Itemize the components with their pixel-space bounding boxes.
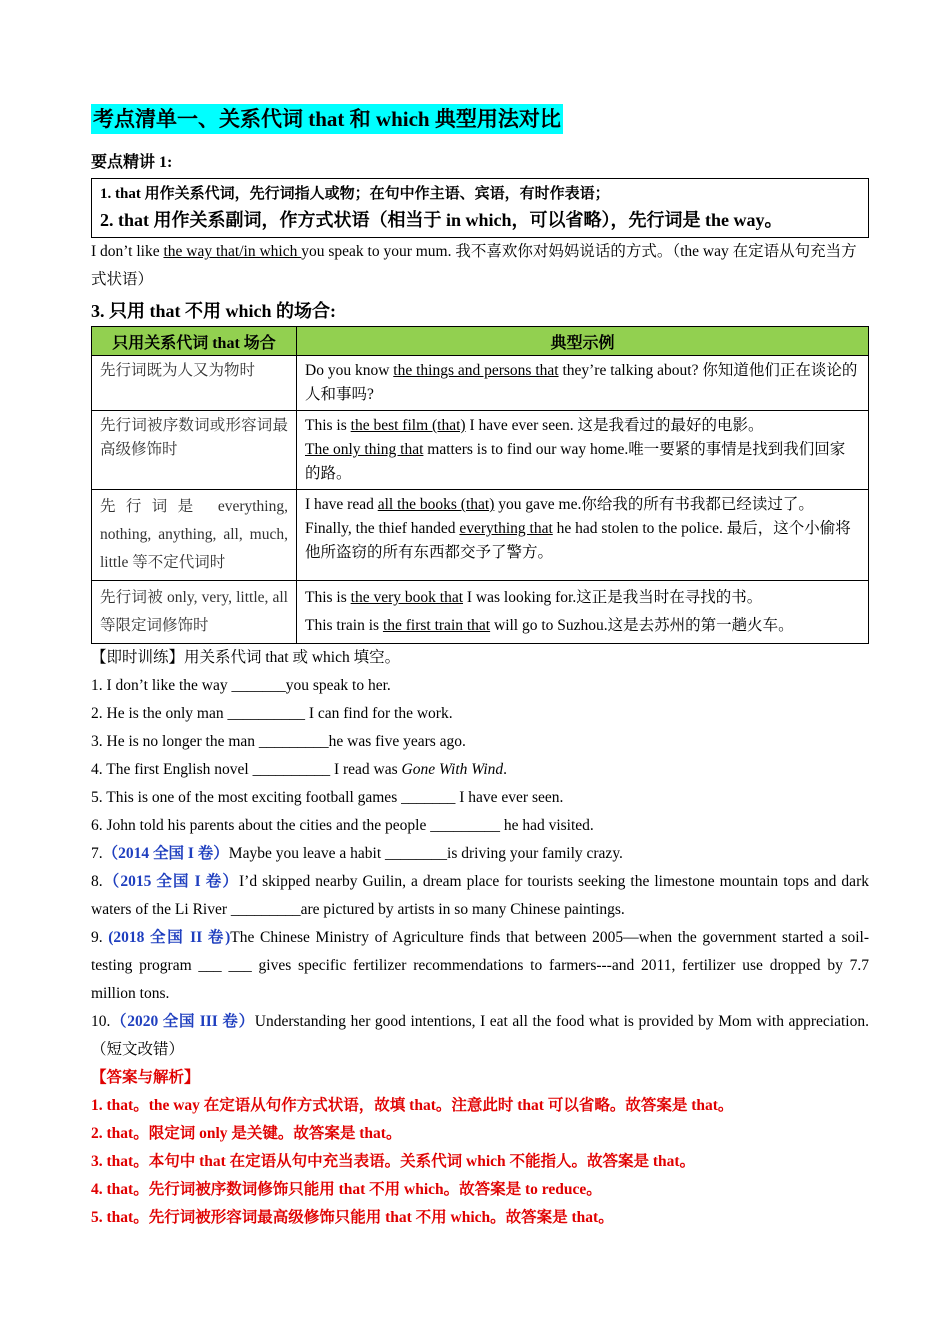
example-underlined: all the books (that): [377, 496, 495, 513]
document-page: [91, 104, 869, 1232]
question-1: 1. I don’t like the way _______you speak to her.: [91, 677, 391, 694]
example-cell: [297, 411, 869, 490]
question-text: .: [503, 761, 508, 778]
exam-source-tag: （2014 全国 I 卷）: [102, 845, 229, 862]
question-5: 5. This is one of the most exciting football games _______ I have ever seen.: [91, 789, 564, 806]
example-underlined: the best film (that): [350, 417, 466, 434]
question-text: Maybe you leave a habit ________is driving your family crazy.: [228, 845, 623, 862]
question-10: [91, 1008, 869, 1064]
question-text: 4. The first English novel __________ I read was: [91, 761, 402, 778]
subtitle: 要点精讲 1:: [91, 154, 173, 171]
exam-source-tag: （2015 全国 I 卷）: [102, 873, 239, 890]
question-6: 6. John told his parents about the cities and the people _________ he had visited.: [91, 817, 594, 834]
table-header-row: [92, 327, 869, 356]
example-text: I have read: [305, 496, 378, 513]
example-text: he had stolen to the police. 最后，这个小偷将他所盗窃的所有东西都交予了警方。: [305, 520, 851, 561]
section-title: 考点清单一、关系代词 that 和 which 典型用法对比: [91, 104, 563, 134]
usage-table: [91, 326, 869, 644]
question-text: I’d skipped nearby Guilin, a dream place for tourists seeking the limestone mountain tops and dark waters of the Li River _________are pictured by artists in so many Chinese paintings.: [91, 873, 869, 918]
example-sentence: [305, 584, 860, 612]
example-text: I don’t like: [91, 243, 164, 260]
way-example: [91, 238, 869, 294]
table-header-case: 只用关系代词 that 场合: [92, 327, 297, 356]
question-number: 9.: [91, 929, 109, 946]
example-cell: [297, 581, 869, 644]
table-row: [92, 356, 869, 411]
example-text: This train is: [305, 617, 383, 634]
question-text: Understanding her good intentions, I eat all the food what is provided by Mom with appreciation. （短文改错）: [91, 1013, 869, 1058]
key-points-box: [91, 178, 869, 238]
question-7: [91, 840, 869, 868]
example-text: This is: [305, 417, 351, 434]
question-number: 7.: [91, 845, 103, 862]
example-underlined: the first train that: [382, 617, 491, 634]
example-text: will go to Suzhou.这是去苏州的第一趟火车。: [490, 617, 794, 634]
case-cell: 先行词既为人又为物时: [92, 356, 297, 411]
example-sentence: [305, 438, 860, 486]
key-point-2: 2. that 用作关系副词，作方式状语（相当于 in which，可以省略），先行词是 the way。: [100, 210, 783, 230]
example-text: they’re talking about? 你知道他们正在谈论的人和事吗?: [305, 362, 858, 403]
section3-title: 3. 只用 that 不用 which 的场合:: [91, 301, 337, 321]
example-underlined: the way that/in which: [163, 243, 302, 260]
answer-5: 5. that。先行词被形容词最高级修饰只能用 that 不用 which。故答案是 that。: [91, 1209, 614, 1226]
example-sentence: [305, 493, 860, 517]
question-number: 8.: [91, 873, 103, 890]
example-text: you gave me.你给我的所有书我都已经读过了。: [494, 496, 814, 513]
example-text: you speak to your mum. 我不喜欢你对妈妈说话的方式。（the way 在定语从句充当方式状语）: [91, 243, 857, 288]
question-2: 2. He is the only man __________ I can find for the work.: [91, 705, 453, 722]
case-cell: 先行词被序数词或形容词最高级修饰时: [92, 411, 297, 490]
case-cell: 先行词是 everything, nothing, anything, all, much, little 等不定代词时: [92, 490, 297, 581]
answer-3: 3. that。本句中 that 在定语从句中充当表语。关系代词 which 不能指人。故答案是 that。: [91, 1153, 696, 1170]
example-underlined: everything that: [459, 520, 553, 537]
question-number: 10.: [91, 1013, 111, 1030]
table-row: [92, 581, 869, 644]
example-text: matters is to find our way home.唯一要紧的事情是找到我们回家的路。: [305, 441, 846, 482]
example-text: I have ever seen. 这是我看过的最好的电影。: [465, 417, 764, 434]
answers-title: 【答案与解析】: [91, 1069, 200, 1086]
answer-4: 4. that。先行词被序数词修饰只能用 that 不用 which。故答案是 to reduce。: [91, 1181, 602, 1198]
example-text: Finally, the thief handed: [305, 520, 460, 537]
table-row: [92, 490, 869, 581]
practice-title: 【即时训练】用关系代词 that 或 which 填空。: [91, 649, 401, 666]
table-header-example: 典型示例: [297, 327, 869, 356]
example-cell: [297, 356, 869, 411]
question-3: 3. He is no longer the man _________he was five years ago.: [91, 733, 466, 750]
example-sentence: [305, 612, 860, 640]
table-row: [92, 411, 869, 490]
exam-source-tag: (2018 全国 II 卷): [108, 929, 231, 946]
exam-source-tag: （2020 全国 III 卷）: [110, 1013, 255, 1030]
example-text: I was looking for.这正是我当时在寻找的书。: [463, 589, 763, 606]
question-4: [91, 756, 869, 784]
example-underlined: the very book that: [350, 589, 464, 606]
question-9: [91, 924, 869, 1008]
example-cell: [297, 490, 869, 581]
key-point-1: 1. that 用作关系代词，先行词指人或物；在句中作主语、宾语，有时作表语；: [100, 186, 610, 202]
answer-2: 2. that。限定词 only 是关键。故答案是 that。: [91, 1125, 402, 1142]
answer-1: 1. that。the way 在定语从句作方式状语，故填 that。注意此时 that 可以省略。故答案是 that。: [91, 1097, 734, 1114]
question-text: The Chinese Ministry of Agriculture finds that between 2005—when the government started a soil-testing program ___ ___ gives specific fertilizer recommendations to farmers---and 2011, fertilizer use dropped by 7.7 million tons.: [91, 929, 869, 1002]
question-8: [91, 868, 869, 924]
example-underlined: The only thing that: [305, 441, 424, 458]
example-text: Do you know: [305, 362, 394, 379]
example-text: This is: [305, 589, 351, 606]
example-sentence: [305, 517, 860, 565]
case-cell: 先行词被 only, very, little, all 等限定词修饰时: [92, 581, 297, 644]
book-title: Gone With Wind: [401, 761, 504, 778]
example-sentence: [305, 359, 860, 407]
example-sentence: [305, 414, 860, 438]
example-underlined: the things and persons that: [393, 362, 559, 379]
